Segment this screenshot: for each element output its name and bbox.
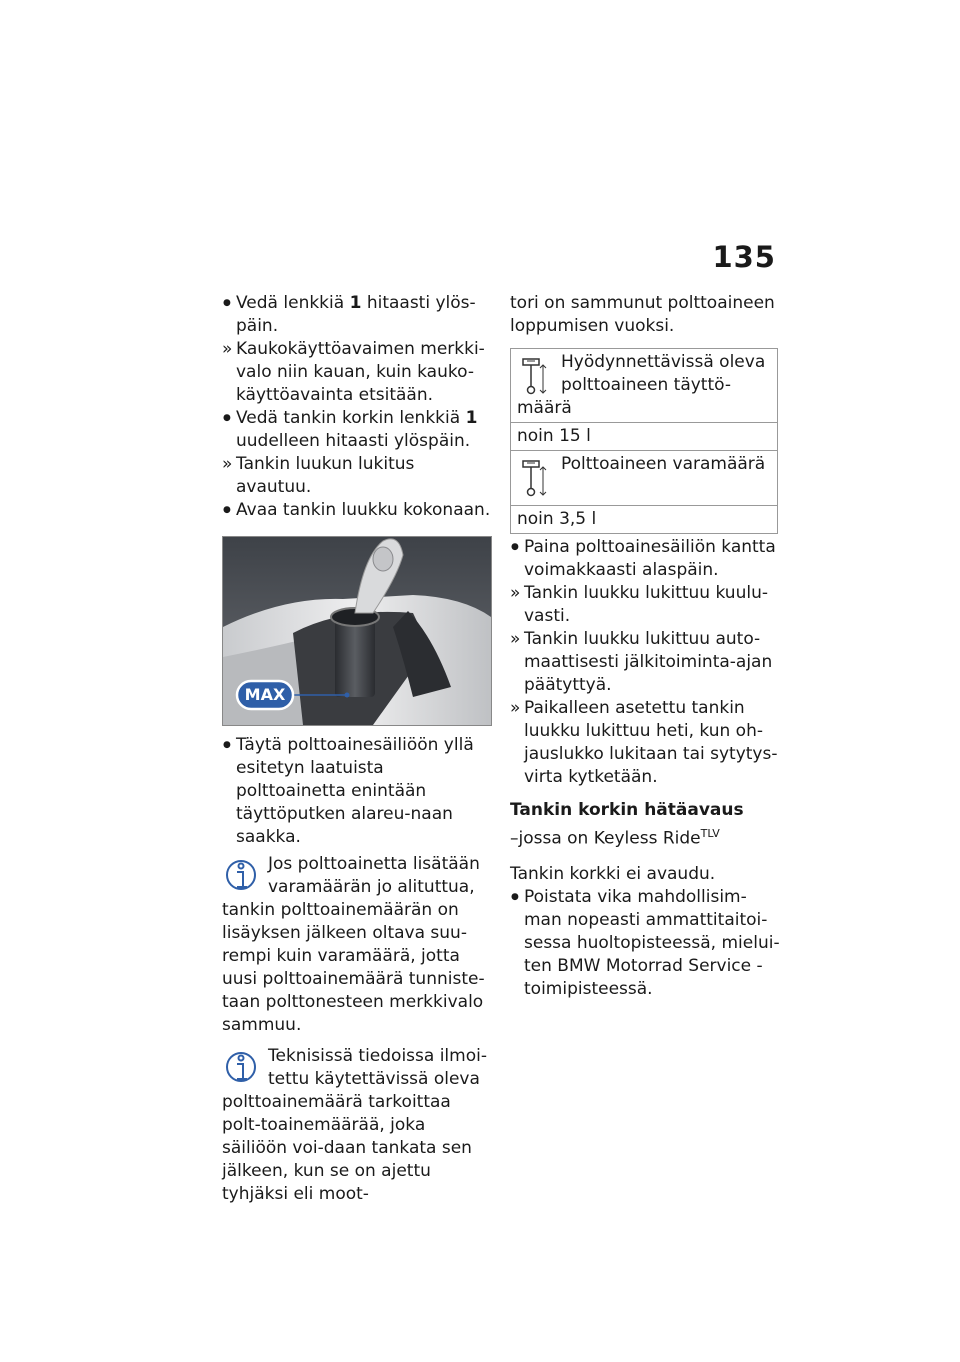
fuel-gauge-icon <box>521 357 547 397</box>
fuel-gauge-icon <box>521 459 547 499</box>
note-text: Teknisissä tiedoissa ilmoi-tettu käytettävissä oleva <box>268 1046 487 1089</box>
note-text: polttoainemäärä tarkoittaa polt-toainemäärää, joka säiliöön voi-daan tankata sen jälkeen, kun se on ajettu tyhjäksi eli moot- <box>222 1092 472 1204</box>
spec-label: Polttoaineen varamäärä <box>561 454 766 474</box>
info-icon <box>224 857 258 897</box>
spec-value: noin 3,5 l <box>511 506 778 534</box>
spec-label: Hyödynnettävissä oleva polttoaineen täyttö- <box>561 352 766 395</box>
instruction-result: » Tankin luukku lukittuu auto-maattisesti jälkitoiminta-ajan päätyttyä. <box>510 628 780 697</box>
info-note <box>222 853 492 1037</box>
section-title: Tankin korkin hätäavaus <box>510 800 744 820</box>
page-number: 135 <box>712 240 776 274</box>
instruction-step: ● Vedä lenkkiä 1 hitaasti ylös-päin. <box>222 292 492 338</box>
spec-label-cell <box>511 451 778 506</box>
problem-text: Tankin korkki ei avaudu. <box>510 863 716 884</box>
right-column <box>510 292 780 1001</box>
spec-label: määrä <box>517 398 572 418</box>
fuel-spec-table <box>510 348 778 534</box>
left-column <box>222 292 492 1206</box>
max-fill-label: MAX <box>244 685 286 704</box>
table-row <box>511 349 778 423</box>
spec-value: noin 15 l <box>511 423 778 451</box>
instruction-step: ● Avaa tankin luukku kokonaan. <box>222 499 492 522</box>
section-subtitle: –jossa on Keyless Ride$^{TLV}$ <box>510 827 720 849</box>
table-row <box>511 451 778 506</box>
instruction-result: » Kaukokäyttöavaimen merkki-valo niin kauan, kuin kauko-käyttöavainta etsitään. <box>222 338 492 407</box>
fuel-filler-figure <box>222 536 492 726</box>
info-note <box>222 1045 492 1206</box>
table-row <box>511 423 778 451</box>
note-text: tankin polttoainemäärän on lisäyksen jälkeen oltava suu-rempi kuin varamäärä, jotta uusi polttoainemäärä tunniste-taan polttonesteen merkkivalo sammuu. <box>222 900 485 1035</box>
instruction-result: » Tankin luukun lukitus avautuu. <box>222 453 492 499</box>
note-text: Jos polttoainetta lisätään varamäärän jo alituttua, <box>268 854 480 897</box>
table-row <box>511 506 778 534</box>
instruction-result: » Tankin luukku lukittuu kuulu-vasti. <box>510 582 780 628</box>
instruction-result: » Paikalleen asetettu tankin luukku lukittuu heti, kun oh-jauslukko lukitaan tai sytytys-virta kytketään. <box>510 697 780 789</box>
instruction-step: ● Vedä tankin korkin lenkkiä 1 uudelleen hitaasti ylöspäin. <box>222 407 492 453</box>
info-icon <box>224 1049 258 1089</box>
continued-text: tori on sammunut polttoaineen loppumisen vuoksi. <box>510 293 775 336</box>
spec-label-cell <box>511 349 778 423</box>
instruction-step: ● Paina polttoainesäiliön kantta voimakkaasti alaspäin. <box>510 536 780 582</box>
instruction-step: ● Täytä polttoainesäiliöön yllä esitetyn laatuista polttoainetta enintään täyttöputken alareu-naan saakka. <box>222 734 492 849</box>
instruction-step: ● Poistata vika mahdollisim-man nopeasti ammattitaitoi-sessa huoltopisteessä, mielui-ten BMW Motorrad Service -toimipisteessä. <box>510 886 780 1001</box>
